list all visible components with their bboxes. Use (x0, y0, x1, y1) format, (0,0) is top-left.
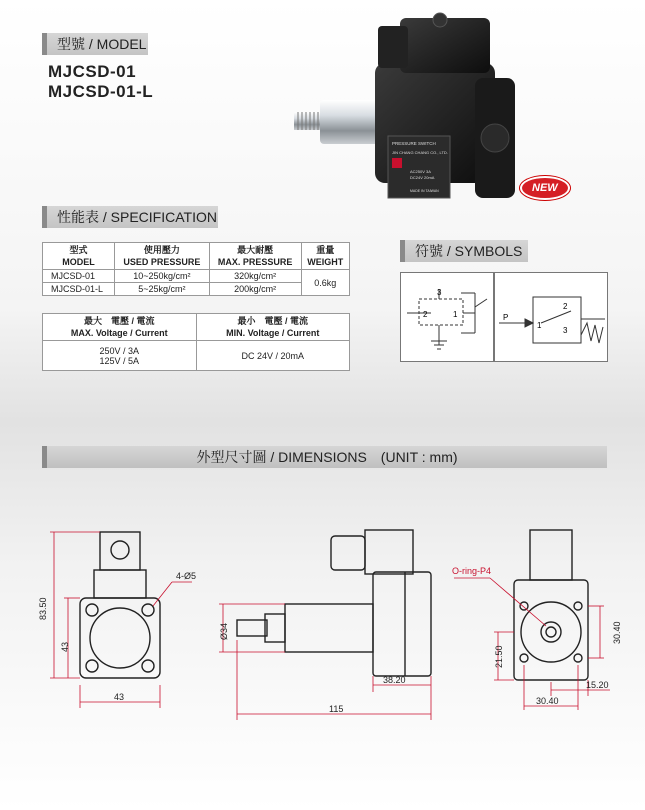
dim-side-length-total: 115 (329, 704, 344, 714)
front-view-drawing (20, 520, 220, 730)
cell-used-1: 10~250kg/cm² (115, 270, 210, 283)
plate-line-1: PRESSURE SWITCH (392, 141, 436, 146)
plate-line-3: AC250V 3A (410, 169, 431, 174)
symbol-hydraulic (494, 272, 608, 362)
cell-weight: 0.6kg (301, 270, 349, 296)
symbols-heading-bar (400, 240, 528, 262)
plate-line-5: MADE IN TAIWAN (410, 189, 439, 193)
cell-max-voltage: 250V / 3A 125V / 5A (43, 341, 197, 371)
hdr-max-voltage: 最大 電壓 / 電流 MAX. Voltage / Current (43, 314, 197, 341)
sym-h-label-2: 2 (563, 302, 568, 311)
sym-h-label-p: P (503, 313, 509, 322)
spec-table-pressure (42, 242, 350, 296)
sym-e-label-1: 1 (453, 310, 458, 319)
spec-heading: 性能表 / SPECIFICATION (57, 209, 217, 225)
new-badge: NEW (520, 176, 570, 200)
dim-front-height-body: 43 (60, 641, 70, 652)
dim-right-d2: 21.50 (494, 645, 504, 668)
model-heading: 型號 / MODEL (57, 36, 147, 52)
spec-table-electrical (42, 313, 350, 371)
hdr-model: 型式 MODEL (43, 243, 115, 270)
cell-min-voltage: DC 24V / 20mA (196, 341, 350, 371)
sym-e-label-3: 3 (437, 288, 442, 297)
table-row (43, 270, 350, 283)
cell-max-1: 320kg/cm² (209, 270, 301, 283)
dim-right-d4: 30.40 (536, 696, 559, 706)
model-heading-bar (42, 33, 148, 55)
plate-line-2: JIN CHANG CHANG CO., LTD. (392, 150, 448, 155)
hdr-min-voltage: 最小 電壓 / 電流 MIN. Voltage / Current (196, 314, 350, 341)
cell-used-2: 5~25kg/cm² (115, 283, 210, 296)
hdr-max-pressure: 最大耐壓 MAX. PRESSURE (209, 243, 301, 270)
plate-line-4: DC24V 20mA (410, 175, 435, 180)
cell-model-1: MJCSD-01 (43, 270, 115, 283)
dim-front-holes: 4-Ø5 (176, 571, 197, 581)
dim-right-d1: 30.40 (612, 621, 622, 644)
dim-front-height-total: 83.50 (38, 597, 48, 620)
dim-right-oring: O-ring-P4 (452, 566, 492, 576)
dim-right-d3: 15.20 (586, 680, 609, 690)
dim-front-width: 43 (114, 692, 125, 702)
sym-h-label-1: 1 (537, 321, 542, 330)
sym-h-label-3: 3 (563, 326, 568, 335)
dim-side-length-body: 38.20 (383, 675, 406, 685)
symbol-electrical (400, 272, 494, 362)
side-view-drawing (205, 520, 445, 730)
cell-model-2: MJCSD-01-L (43, 283, 115, 296)
hdr-weight: 重量 WEIGHT (301, 243, 349, 270)
dim-side-diameter: Ø34 (219, 622, 229, 640)
right-view-drawing (450, 520, 640, 730)
model-name-2: MJCSD-01-L (48, 82, 154, 101)
dimensions-heading-bar (42, 446, 607, 468)
cell-max-2: 200kg/cm² (209, 283, 301, 296)
hdr-used-pressure: 使用壓力 USED PRESSURE (115, 243, 210, 270)
model-name-1: MJCSD-01 (48, 62, 137, 81)
symbols-heading: 符號 / SYMBOLS (415, 243, 523, 259)
dimensions-heading: 外型尺寸圖 / DIMENSIONS (UNIT : mm) (196, 449, 458, 465)
sym-e-label-2: 2 (423, 310, 428, 319)
spec-heading-bar (42, 206, 218, 228)
